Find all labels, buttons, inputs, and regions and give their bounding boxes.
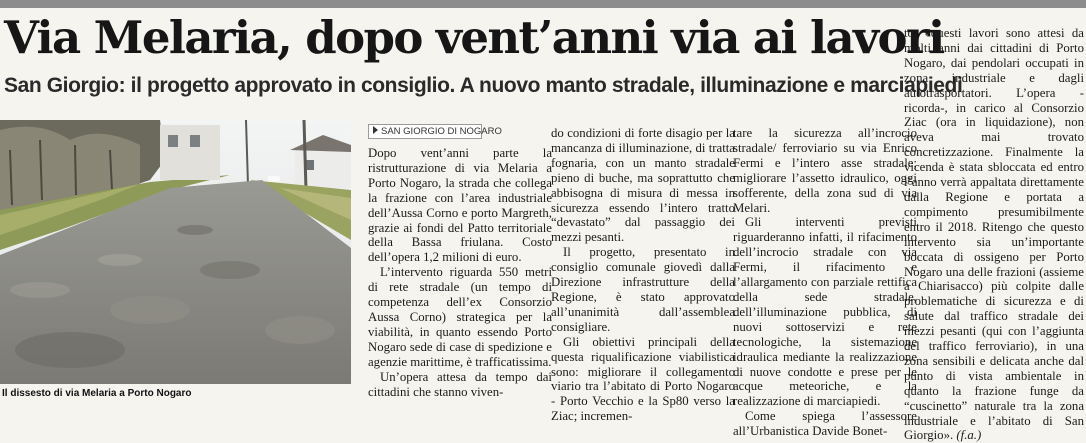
paragraph: tare la sicurezza all’incrocio stradale/ ferroviario su via Enrico Fermi e l’intero asse stradale; migliorare l’assetto idraulico, oggi sofferente, della zona sud di via Melari. — [733, 126, 917, 215]
paragraph: L’intervento riguarda 550 metri di rete stradale (un tempo di competenza dell’ex Consorzio Aussa Corno) strategica per la viabilità, in quanto essendo Porto Nogaro sede di case di spedizione e agenzie marittime, è trafficatissima. — [368, 265, 552, 369]
kicker-label: SAN GIORGIO DI NOGARO — [381, 126, 502, 137]
photo-caption: Il dissesto di via Melaria a Porto Nogaro — [2, 388, 192, 399]
article-photo — [0, 120, 351, 384]
section-kicker — [368, 124, 502, 139]
paragraph — [904, 26, 1084, 443]
article-column-4 — [904, 26, 1084, 443]
road-photo-illustration — [0, 120, 351, 384]
paragraph: do condizioni di forte disagio per la mancanza di illuminazione, di tratta fognaria, con un manto stradale pieno di buche, ma soprattutto che abbisogna di misura di messa in sicurezza essendo l’intero tratto “devastato” dal passaggio dei mezzi pesanti. — [551, 126, 735, 245]
article-column-3 — [733, 126, 917, 439]
top-rule — [0, 0, 1086, 8]
paragraph: Un’opera attesa da tempo dai cittadini che stanno viven- — [368, 369, 552, 399]
author-signature: (f.a.) — [956, 428, 982, 443]
paragraph: Il progetto, presentato in consiglio comunale giovedì dalla Direzione infrastrutture della Regione, è stato approvato all’unanimità dall’assemblea consigliare. — [551, 245, 735, 334]
article-column-2 — [551, 126, 735, 424]
paragraph: Gli obiettivi principali della questa riqualificazione viabilistica sono: migliorare il collegamento viario tra l’abitato di Porto Nogaro - Porto Vecchio e la Sp80 verso la Ziac; incremen- — [551, 334, 735, 424]
headline: Via Melaria, dopo vent’anni via ai lavori — [4, 11, 944, 64]
quote-text: to, «questi lavori sono attesi da molti anni dai cittadini di Porto Nogaro, dai pendolari occupati in zona industriale e dagli autotrasportatori. L’opera - ricorda-, in carico al Consorzio Ziac (ora in liquidazione), non aveva mai trovato concretizzazione. Finalmente la vicenda è stata sbloccata ed entro l’anno verrà appaltata direttamente dalla Regione e portata a compimento presumibilmente entro il 2018. Ritengo che questo intervento sia un’importante boccata di ossigeno per Porto Nogaro una delle frazioni (assieme a Chiarisacco) più colpite dalle problematiche di sicurezza e di salute dal traffico stradale dei mezzi pesanti (qui con l’aggiunta del traffico ferroviario), in una zona sensibili e delicata anche dal punto di vista ambientale in quanto la frazione funge da “cuscinetto” naturale tra la zona industriale e l’abitato di San Giorgio». — [904, 26, 1084, 443]
article-column-1 — [368, 146, 552, 404]
subheadline: San Giorgio: il progetto approvato in consiglio. A nuovo manto stradale, illuminazione e marciapiedi — [4, 74, 963, 97]
paragraph: Gli interventi previsti riguarderanno infatti, il rifacimento dell’incrocio stradale con via Fermi, il rifacimento e l’allargamento con parziale rettifica della sede stradale, dell’illuminazione pubblica, di nuovi sottoservizi e rete tecnologiche, la sistemazione idraulica mediante la realizzazione di nuove condotte e prese per le acque meteoriche, e la realizzazione di marciapiedi. — [733, 215, 917, 409]
triangle-marker-icon — [373, 126, 378, 134]
paragraph: Come spiega l’assessore all’Urbanistica Davide Bonet- — [733, 409, 917, 439]
paragraph: Dopo vent’anni parte la ristrutturazione di via Melaria a Porto Nogaro, la strada che collega la frazione con l’area industriale dell’Aussa Corno e porto Margreth, grazie ai fondi del Patto territoriale della Bassa friulana. Costo dell’opera 1,2 milioni di euro. — [368, 146, 552, 265]
